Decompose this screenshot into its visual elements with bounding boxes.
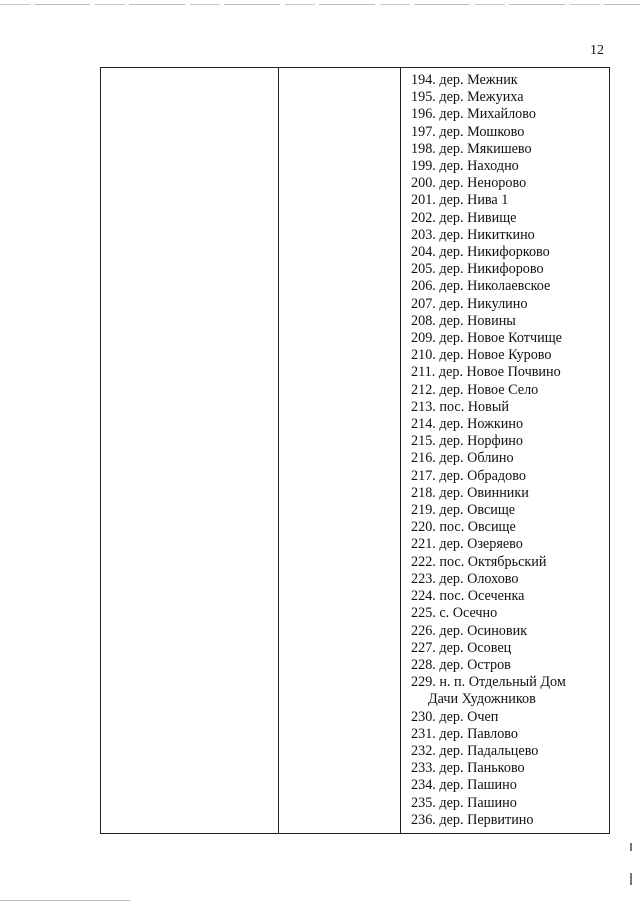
settlement-entry: 217. дер. Обрадово <box>411 467 526 484</box>
settlement-entry: 235. дер. Пашино <box>411 794 517 811</box>
settlement-entry: 203. дер. Никиткино <box>411 226 535 243</box>
settlement-entry: 218. дер. Овинники <box>411 484 529 501</box>
settlement-entry: 208. дер. Новины <box>411 312 516 329</box>
settlement-entry: 228. дер. Остров <box>411 656 511 673</box>
settlement-entry: 194. дер. Межник <box>411 72 518 88</box>
settlement-entry: 200. дер. Ненорово <box>411 175 527 192</box>
settlement-entry: 227. дер. Осовец <box>411 639 512 656</box>
settlement-entry: 199. дер. Находно <box>411 158 519 175</box>
settlement-entry: 202. дер. Нивище <box>411 209 517 226</box>
settlement-entry: 197. дер. Мошково <box>411 123 525 140</box>
settlement-entry: 225. с. Осечно <box>411 605 498 622</box>
settlement-entry: 233. дер. Паньково <box>411 760 525 777</box>
settlement-entry: 223. дер. Олохово <box>411 570 519 587</box>
settlement-entry: 201. дер. Нива 1 <box>411 192 509 209</box>
settlement-entry: 210. дер. Новое Курово <box>411 347 552 364</box>
table-column-divider <box>278 68 279 833</box>
settlement-entry: 232. дер. Падальцево <box>411 742 539 759</box>
settlement-entry: 234. дер. Пашино <box>411 777 517 794</box>
settlement-entry: 226. дер. Осиновик <box>411 622 528 639</box>
page-number: 12 <box>590 43 604 58</box>
settlement-entry: 224. пос. Осеченка <box>411 588 525 605</box>
settlement-entry: 236. дер. Первитино <box>411 811 534 828</box>
settlement-list <box>411 72 611 829</box>
settlement-entry: 230. дер. Очеп <box>411 708 499 725</box>
table-column-divider <box>400 68 401 833</box>
settlement-entry: 195. дер. Межуиха <box>411 89 524 106</box>
settlement-entry: 215. дер. Норфино <box>411 433 523 450</box>
settlement-entry: 221. дер. Озеряево <box>411 536 523 553</box>
settlement-entry: 204. дер. Никифорково <box>411 244 550 261</box>
settlement-entry: 207. дер. Никулино <box>411 295 528 312</box>
scan-artifact-top-line <box>0 4 640 5</box>
settlement-entry: 220. пос. Овсище <box>411 519 516 536</box>
settlement-entry: 212. дер. Новое Село <box>411 381 539 398</box>
settlement-entry: 198. дер. Мякишево <box>411 140 532 157</box>
settlement-entry: 206. дер. Николаевское <box>411 278 551 295</box>
settlement-entry: Дачи Художников <box>428 691 536 708</box>
settlement-entry: 231. дер. Павлово <box>411 725 519 742</box>
scan-artifact-bottom-line <box>0 900 130 901</box>
scan-artifact-edge-mark <box>630 843 632 851</box>
settlement-entry: 205. дер. Никифорово <box>411 261 544 278</box>
settlement-entry: 196. дер. Михайлово <box>411 106 536 123</box>
settlement-entry: 211. дер. Новое Почвино <box>411 364 561 381</box>
settlement-entry: 209. дер. Новое Котчище <box>411 330 562 347</box>
settlement-entry: 229. н. п. Отдельный Дом <box>411 674 566 691</box>
settlement-entry: 213. пос. Новый <box>411 398 509 415</box>
settlement-entry: 219. дер. Овсище <box>411 502 516 519</box>
settlement-table <box>100 67 610 834</box>
settlement-entry: 222. пос. Октябрьский <box>411 553 547 570</box>
scan-artifact-edge-mark <box>630 873 632 885</box>
settlement-entry: 214. дер. Ножкино <box>411 416 524 433</box>
settlement-entry: 216. дер. Облино <box>411 450 514 467</box>
